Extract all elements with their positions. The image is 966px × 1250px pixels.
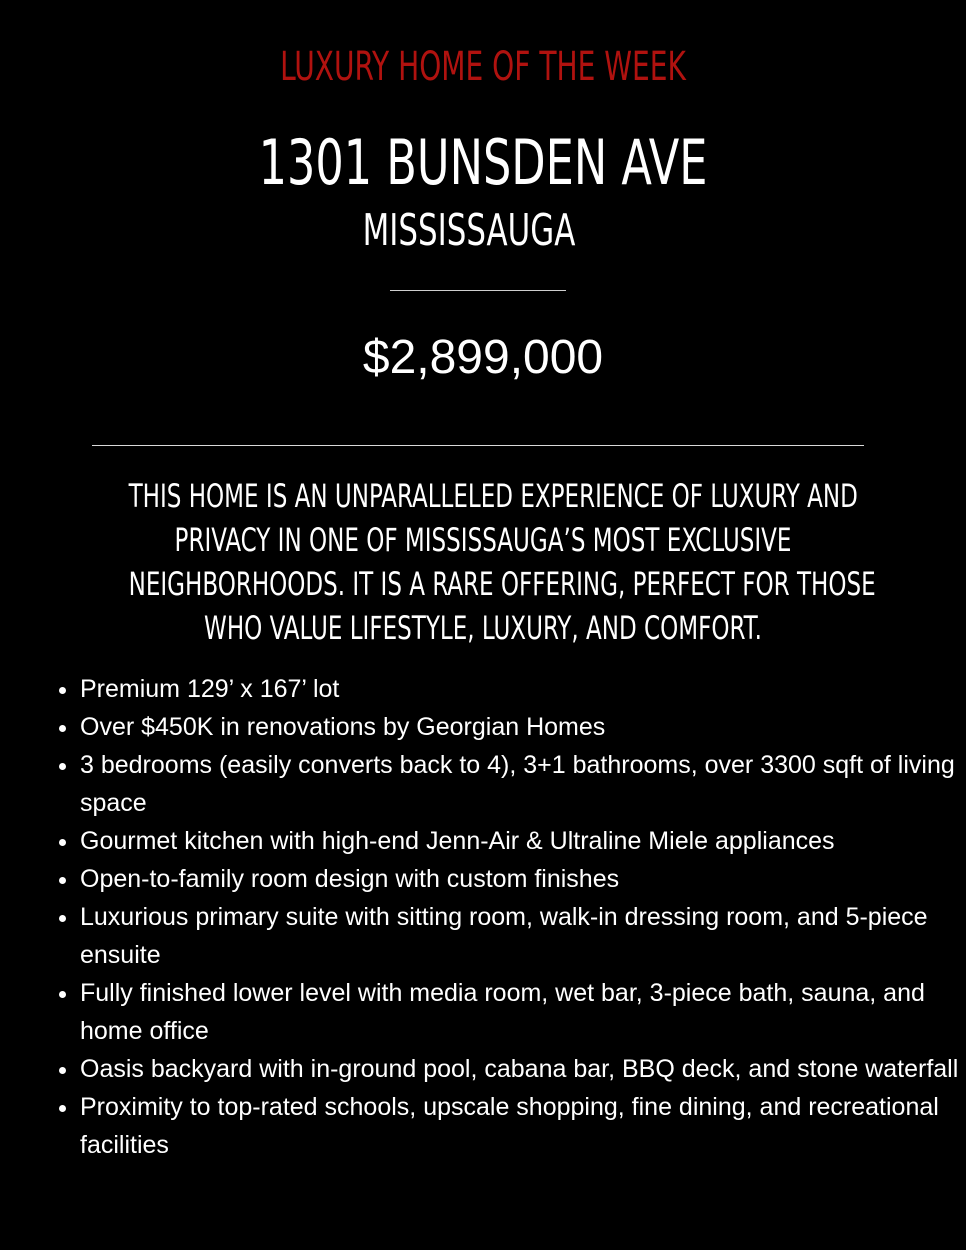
feature-item-backyard: • Oasis backyard with in-ground pool, cabana bar, BBQ deck, and stone waterfall [80, 1050, 966, 1088]
feature-item-lot: • Premium 129’ x 167’ lot [80, 670, 966, 708]
feature-item-family-room: • Open-to-family room design with custom finishes [80, 860, 966, 898]
feature-item-lower-level: • Fully finished lower level with media room, wet bar, 3-piece bath, sauna, and home office [80, 974, 966, 1050]
feature-item-renovations: • Over $450K in renovations by Georgian Homes [80, 708, 966, 746]
listing-price: $2,899,000 [362, 331, 604, 384]
intro-line: WHO VALUE LIFESTYLE, LUXURY, AND COMFORT. [204, 609, 762, 647]
section-divider [92, 445, 864, 446]
feature-item-bedrooms: • 3 bedrooms (easily converts back to 4), 3+1 bathrooms, over 3300 sqft of living space [80, 746, 966, 822]
feature-item-proximity: • Proximity to top-rated schools, upscale shopping, fine dining, and recreational facilities [80, 1088, 966, 1164]
feature-kicker: LUXURY HOME OF THE WEEK [280, 44, 686, 90]
intro-line: PRIVACY IN ONE OF MISSISSAUGA’S MOST EXCLUSIVE [174, 521, 792, 559]
intro-line: THIS HOME IS AN UNPARALLELED EXPERIENCE OF LUXURY AND [128, 477, 858, 515]
intro-line: NEIGHBORHOODS. IT IS A RARE OFFERING, PERFECT FOR THOSE [128, 565, 876, 603]
feature-item-kitchen: • Gourmet kitchen with high-end Jenn-Air & Ultraline Miele appliances [80, 822, 966, 860]
feature-list [46, 670, 966, 1164]
property-address: 1301 BUNSDEN AVE [258, 126, 708, 199]
property-city: MISSISSAUGA [362, 205, 576, 256]
feature-item-primary-suite: • Luxurious primary suite with sitting room, walk-in dressing room, and 5-piece ensuite [80, 898, 966, 974]
short-divider [390, 290, 566, 291]
property-intro [128, 474, 876, 650]
